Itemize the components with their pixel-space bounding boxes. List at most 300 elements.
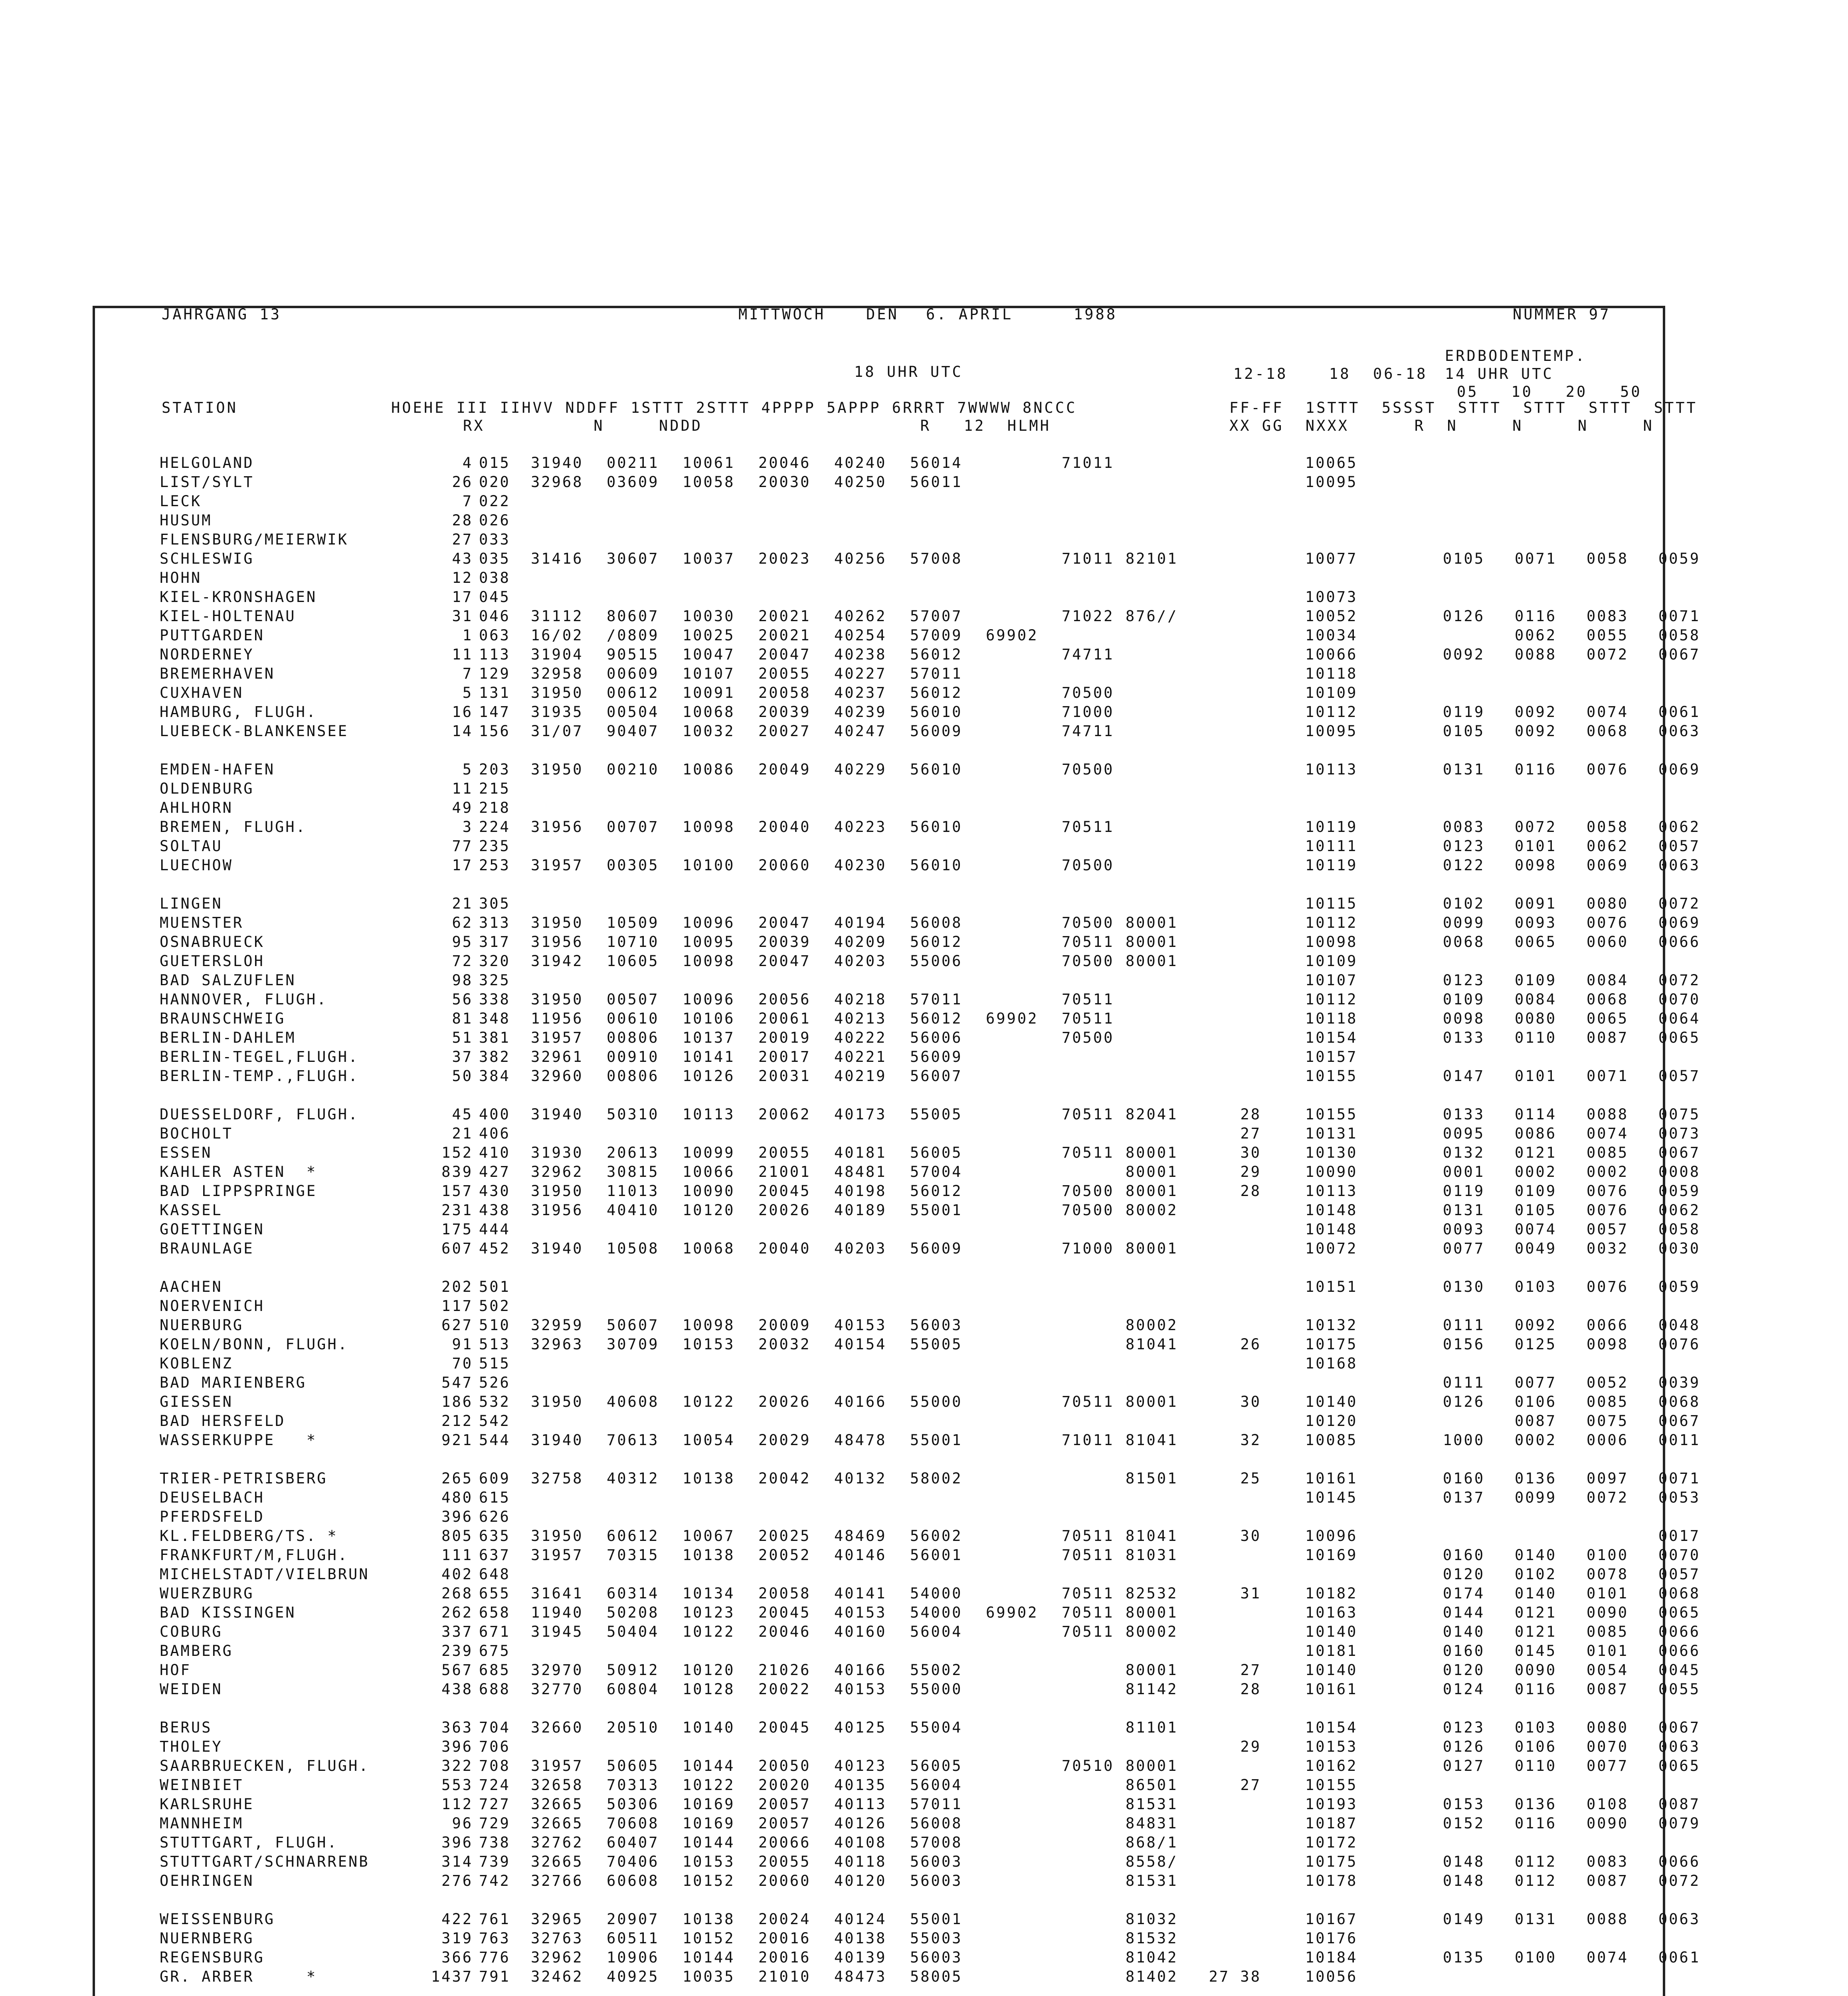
iii: 526 xyxy=(479,1374,510,1391)
station-name: SAARBRUECKEN, FLUGH. xyxy=(160,1757,370,1774)
4pppp: 48478 xyxy=(834,1432,887,1449)
7wwww: 70511 xyxy=(1062,1010,1114,1027)
station-name: KARLSRUHE xyxy=(160,1796,254,1813)
nddff: 60804 xyxy=(607,1681,659,1698)
station-name: BAD LIPPSPRINGE xyxy=(160,1182,317,1200)
hoehe: 262 xyxy=(441,1604,473,1621)
2sttt: 20046 xyxy=(758,1623,811,1640)
iii: 688 xyxy=(479,1681,510,1698)
8nccc: 82101 xyxy=(1126,550,1178,567)
table-row xyxy=(160,723,1701,742)
hoehe: 396 xyxy=(441,1508,473,1525)
station-name: HOF xyxy=(160,1661,191,1679)
table-row xyxy=(160,1489,1701,1508)
7wwww: 70510 xyxy=(1062,1757,1114,1774)
hoehe: 72 xyxy=(452,952,473,970)
soil-05: 0130 xyxy=(1443,1278,1485,1295)
1sttt-18: 10073 xyxy=(1305,588,1358,606)
soil-50: 0067 xyxy=(1658,1719,1701,1736)
soil-20: 0071 xyxy=(1587,1067,1629,1085)
hoehe: 96 xyxy=(452,1815,473,1832)
table-row xyxy=(160,1911,1701,1930)
iihvv: 32961 xyxy=(531,1048,584,1065)
table-row xyxy=(160,1355,1652,1374)
nddff: 30709 xyxy=(607,1336,659,1353)
iii: 637 xyxy=(479,1547,510,1564)
4pppp: 40262 xyxy=(834,608,887,625)
1sttt-18: 10072 xyxy=(1305,1240,1358,1257)
hoehe: 21 xyxy=(452,1125,473,1142)
5appp: 56009 xyxy=(910,1048,963,1065)
soil-50: 0008 xyxy=(1658,1163,1701,1180)
4pppp: 40141 xyxy=(834,1585,887,1602)
soil-20: 0060 xyxy=(1587,933,1629,950)
iii: 022 xyxy=(479,493,510,510)
iihvv: 32758 xyxy=(531,1470,584,1487)
ff-ff: 26 xyxy=(1240,1336,1261,1353)
soil-10: 0112 xyxy=(1515,1853,1557,1870)
station-name: NUERBURG xyxy=(160,1317,244,1334)
1sttt: 10032 xyxy=(683,723,735,740)
soil-10: 0109 xyxy=(1515,1182,1557,1200)
ff-ff: 31 xyxy=(1240,1585,1261,1602)
right-columns-line1: FF-FF 1STTT 5SSST STTT STTT STTT STTT xyxy=(1229,399,1698,416)
station-name: NOERVENICH xyxy=(160,1297,265,1315)
weekday: MITTWOCH xyxy=(738,306,826,323)
station-name: FLENSBURG/MEIERWIK xyxy=(160,531,348,548)
hoehe: 62 xyxy=(452,914,473,931)
table-row xyxy=(160,1853,1701,1872)
iii: 515 xyxy=(479,1355,510,1372)
soil-20: 0076 xyxy=(1587,914,1629,931)
station-name: SCHLESWIG xyxy=(160,550,254,567)
soil-10: 0092 xyxy=(1515,703,1557,721)
table-row xyxy=(160,1144,1701,1163)
1sttt-18: 10162 xyxy=(1305,1757,1358,1774)
1sttt-18: 10113 xyxy=(1305,761,1358,778)
4pppp: 40247 xyxy=(834,723,887,740)
7wwww: 70511 xyxy=(1062,1106,1114,1123)
7wwww: 70500 xyxy=(1062,1202,1114,1219)
4pppp: 40120 xyxy=(834,1872,887,1889)
table-row xyxy=(160,1393,1701,1412)
soil-10: 0121 xyxy=(1515,1604,1557,1621)
table-row xyxy=(160,1451,1652,1470)
hoehe: 12 xyxy=(452,569,473,586)
table-row xyxy=(160,1125,1701,1144)
5appp: 58002 xyxy=(910,1470,963,1487)
soil-10: 0136 xyxy=(1515,1470,1557,1487)
iii: 253 xyxy=(479,857,510,874)
table-row xyxy=(160,608,1701,627)
station-name: BAD HERSFELD xyxy=(160,1412,286,1430)
1sttt-18: 10112 xyxy=(1305,991,1358,1008)
1sttt: 10054 xyxy=(683,1432,735,1449)
ff-ff: 32 xyxy=(1240,1432,1261,1449)
iii: 513 xyxy=(479,1336,510,1353)
soil-05: 0123 xyxy=(1443,972,1485,989)
1sttt: 10058 xyxy=(683,473,735,491)
hoehe: 49 xyxy=(452,799,473,816)
hoehe: 839 xyxy=(441,1163,473,1180)
1sttt: 10122 xyxy=(683,1623,735,1640)
station-name: WASSERKUPPE * xyxy=(160,1432,317,1449)
soil-10: 0065 xyxy=(1515,933,1557,950)
soil-20: 0074 xyxy=(1587,1125,1629,1142)
ff-ff: 28 xyxy=(1240,1106,1261,1123)
soil-05: 0095 xyxy=(1443,1125,1485,1142)
hoehe: 45 xyxy=(452,1106,473,1123)
depths-header: 05 10 20 50 xyxy=(1457,383,1642,400)
1sttt-18: 10118 xyxy=(1305,1010,1358,1027)
soil-20: 0087 xyxy=(1587,1872,1629,1889)
soil-50: 0066 xyxy=(1658,1623,1701,1640)
8nccc: 80001 xyxy=(1126,914,1178,931)
soil-50: 0068 xyxy=(1658,1393,1701,1410)
1sttt: 10152 xyxy=(683,1930,735,1947)
1sttt-18: 10130 xyxy=(1305,1144,1358,1161)
hoehe: 70 xyxy=(452,1355,473,1372)
soil-50: 0063 xyxy=(1658,857,1701,874)
soil-50: 0087 xyxy=(1658,1796,1701,1813)
range-06-18: 06-18 xyxy=(1373,365,1428,382)
soil-50: 0066 xyxy=(1658,1853,1701,1870)
1sttt: 10098 xyxy=(683,1317,735,1334)
1sttt-18: 10155 xyxy=(1305,1776,1358,1794)
5appp: 55000 xyxy=(910,1681,963,1698)
iihvv: 32763 xyxy=(531,1930,584,1947)
iii: 685 xyxy=(479,1661,510,1679)
soil-50: 0059 xyxy=(1658,1278,1701,1295)
1sttt: 10025 xyxy=(683,627,735,644)
iihvv: 32970 xyxy=(531,1661,584,1679)
ff-ff: 29 xyxy=(1240,1738,1261,1755)
2sttt: 20039 xyxy=(758,933,811,950)
station-name: LUECHOW xyxy=(160,857,233,874)
4pppp: 40203 xyxy=(834,952,887,970)
hoehe: 627 xyxy=(441,1317,473,1334)
soil-50: 0066 xyxy=(1658,1642,1701,1659)
soil-20: 0108 xyxy=(1587,1796,1629,1813)
4pppp: 40254 xyxy=(834,627,887,644)
nddff: 40410 xyxy=(607,1202,659,1219)
soil-05: 0137 xyxy=(1443,1489,1485,1506)
soil-20: 0088 xyxy=(1587,1911,1629,1928)
1sttt-18: 10154 xyxy=(1305,1029,1358,1046)
hoehe: 319 xyxy=(441,1930,473,1947)
soil-05: 0152 xyxy=(1443,1815,1485,1832)
station-name: SOLTAU xyxy=(160,838,223,855)
4pppp: 40132 xyxy=(834,1470,887,1487)
2sttt: 20057 xyxy=(758,1796,811,1813)
hoehe: 5 xyxy=(462,684,473,701)
iihvv: 31957 xyxy=(531,1029,584,1046)
1sttt-18: 10148 xyxy=(1305,1221,1358,1238)
iii: 655 xyxy=(479,1585,510,1602)
5appp: 56004 xyxy=(910,1623,963,1640)
5appp: 56008 xyxy=(910,914,963,931)
7wwww: 74711 xyxy=(1062,646,1114,663)
soil-10: 0098 xyxy=(1515,857,1557,874)
nddff: 30815 xyxy=(607,1163,659,1180)
nddff: 00806 xyxy=(607,1029,659,1046)
1sttt-18: 10085 xyxy=(1305,1432,1358,1449)
soil-20: 0101 xyxy=(1587,1642,1629,1659)
1sttt-18: 10175 xyxy=(1305,1336,1358,1353)
8nccc: 876// xyxy=(1126,608,1178,625)
soil-05: 0131 xyxy=(1443,761,1485,778)
1sttt-18: 10140 xyxy=(1305,1661,1358,1679)
table-row xyxy=(160,1412,1701,1432)
station-name: BRAUNSCHWEIG xyxy=(160,1010,286,1027)
station-header: STATION xyxy=(162,399,238,416)
iii: 045 xyxy=(479,588,510,606)
table-row xyxy=(160,895,1701,914)
soil-05: 0099 xyxy=(1443,914,1485,931)
nddff: 50605 xyxy=(607,1757,659,1774)
8nccc: 81531 xyxy=(1126,1796,1178,1813)
iii: 218 xyxy=(479,799,510,816)
hoehe: 1 xyxy=(462,627,473,644)
hoehe: 567 xyxy=(441,1661,473,1679)
iihvv: 31950 xyxy=(531,684,584,701)
table-row xyxy=(160,473,1652,493)
nddff: 10710 xyxy=(607,933,659,950)
station-name: EMDEN-HAFEN xyxy=(160,761,275,778)
soil-50: 0067 xyxy=(1658,646,1701,663)
2sttt: 20025 xyxy=(758,1527,811,1545)
ff-ff: 28 xyxy=(1240,1182,1261,1200)
table-row xyxy=(160,1776,1652,1796)
1sttt: 10144 xyxy=(683,1949,735,1966)
table-row xyxy=(160,1317,1701,1336)
4pppp: 40135 xyxy=(834,1776,887,1794)
iii: 215 xyxy=(479,780,510,797)
1sttt: 10098 xyxy=(683,818,735,836)
jahrgang: JAHRGANG 13 xyxy=(162,306,282,323)
hoehe: 553 xyxy=(441,1776,473,1794)
table-row xyxy=(160,876,1652,895)
iii: 438 xyxy=(479,1202,510,1219)
2sttt: 20032 xyxy=(758,1336,811,1353)
iihvv: 31957 xyxy=(531,1547,584,1564)
soil-05: 0126 xyxy=(1443,1393,1485,1410)
2sttt: 20024 xyxy=(758,1911,811,1928)
iii: 325 xyxy=(479,972,510,989)
soil-50: 0063 xyxy=(1658,723,1701,740)
soil-50: 0072 xyxy=(1658,972,1701,989)
soil-05: 0148 xyxy=(1443,1853,1485,1870)
soil-20: 0085 xyxy=(1587,1623,1629,1640)
1sttt: 10098 xyxy=(683,952,735,970)
4pppp: 40153 xyxy=(834,1317,887,1334)
soil-10: 0101 xyxy=(1515,838,1557,855)
5appp: 56012 xyxy=(910,933,963,950)
nddff: 40925 xyxy=(607,1968,659,1985)
soil-05: 0119 xyxy=(1443,1182,1485,1200)
8nccc: 81531 xyxy=(1126,1872,1178,1889)
4pppp: 40126 xyxy=(834,1815,887,1832)
soil-50: 0066 xyxy=(1658,933,1701,950)
table-row xyxy=(160,780,1652,799)
utc14-header: 14 UHR UTC xyxy=(1445,365,1554,382)
table-row xyxy=(160,1968,1652,1987)
iihvv: 31112 xyxy=(531,608,584,625)
soil-05: 0105 xyxy=(1443,723,1485,740)
table-row xyxy=(160,1048,1652,1067)
1sttt: 10123 xyxy=(683,1604,735,1621)
soil-50: 0070 xyxy=(1658,1547,1701,1564)
hoehe: 43 xyxy=(452,550,473,567)
5appp: 56003 xyxy=(910,1853,963,1870)
soil-05: 0126 xyxy=(1443,608,1485,625)
1sttt: 10128 xyxy=(683,1681,735,1698)
nddff: 50607 xyxy=(607,1317,659,1334)
soil-50: 0071 xyxy=(1658,608,1701,625)
hoehe: 98 xyxy=(452,972,473,989)
1sttt: 10091 xyxy=(683,684,735,701)
soil-10: 0102 xyxy=(1515,1566,1557,1583)
soil-20: 0075 xyxy=(1587,1412,1629,1430)
nddff: 03609 xyxy=(607,473,659,491)
1sttt-18: 10107 xyxy=(1305,972,1358,989)
soil-05: 0132 xyxy=(1443,1144,1485,1161)
5appp: 56005 xyxy=(910,1144,963,1161)
station-name: COBURG xyxy=(160,1623,223,1640)
nddff: 00612 xyxy=(607,684,659,701)
hoehe: 1437 xyxy=(431,1968,473,1985)
1sttt: 10095 xyxy=(683,933,735,950)
soil-10: 0106 xyxy=(1515,1738,1557,1755)
8nccc: 80001 xyxy=(1126,952,1178,970)
soil-05: 0133 xyxy=(1443,1106,1485,1123)
5appp: 55001 xyxy=(910,1911,963,1928)
5appp: 57011 xyxy=(910,991,963,1008)
iii: 129 xyxy=(479,665,510,682)
4pppp: 40209 xyxy=(834,933,887,950)
station-name: REGENSBURG xyxy=(160,1949,265,1966)
nddff: 20510 xyxy=(607,1719,659,1736)
iii: 706 xyxy=(479,1738,510,1755)
1sttt-18: 10172 xyxy=(1305,1834,1358,1851)
2sttt: 20066 xyxy=(758,1834,811,1851)
soil-50: 0030 xyxy=(1658,1240,1701,1257)
iii: 382 xyxy=(479,1048,510,1065)
soil-20: 0085 xyxy=(1587,1144,1629,1161)
iii: 427 xyxy=(479,1163,510,1180)
2sttt: 20050 xyxy=(758,1757,811,1774)
nddff: 20907 xyxy=(607,1911,659,1928)
5appp: 56010 xyxy=(910,761,963,778)
1sttt: 10037 xyxy=(683,550,735,567)
hoehe: 11 xyxy=(452,780,473,797)
station-name: KIEL-HOLTENAU xyxy=(160,608,296,625)
2sttt: 20040 xyxy=(758,818,811,836)
2sttt: 20045 xyxy=(758,1604,811,1621)
soil-05: 0109 xyxy=(1443,991,1485,1008)
table-row xyxy=(160,952,1652,972)
iii: 791 xyxy=(479,1968,510,1985)
iii: 381 xyxy=(479,1029,510,1046)
8nccc: 80001 xyxy=(1126,1393,1178,1410)
hoehe: 276 xyxy=(441,1872,473,1889)
4pppp: 40194 xyxy=(834,914,887,931)
station-name: KL.FELDBERG/TS. * xyxy=(160,1527,338,1545)
table-row xyxy=(160,1278,1701,1297)
1sttt-18: 10111 xyxy=(1305,838,1358,855)
table-row xyxy=(160,1547,1701,1566)
8nccc: 80001 xyxy=(1126,1661,1178,1679)
table-row xyxy=(160,550,1701,569)
utc18-header: 18 UHR UTC xyxy=(854,363,963,380)
soil-50: 0072 xyxy=(1658,1872,1701,1889)
8nccc: 80001 xyxy=(1126,1182,1178,1200)
5appp: 56010 xyxy=(910,857,963,874)
7wwww: 71000 xyxy=(1062,703,1114,721)
nddff: 60612 xyxy=(607,1527,659,1545)
nddff: 70613 xyxy=(607,1432,659,1449)
iihvv: 31945 xyxy=(531,1623,584,1640)
soil-05: 0160 xyxy=(1443,1470,1485,1487)
soil-05: 0148 xyxy=(1443,1872,1485,1889)
station-name: CUXHAVEN xyxy=(160,684,244,701)
5appp: 56010 xyxy=(910,818,963,836)
iii: 406 xyxy=(479,1125,510,1142)
soil-05: 0102 xyxy=(1443,895,1485,912)
table-row xyxy=(160,627,1701,646)
1sttt: 10138 xyxy=(683,1470,735,1487)
2sttt: 20058 xyxy=(758,1585,811,1602)
table-row xyxy=(160,1623,1701,1642)
soil-10: 0091 xyxy=(1515,895,1557,912)
soil-10: 0131 xyxy=(1515,1911,1557,1928)
soil-50: 0076 xyxy=(1658,1336,1701,1353)
1sttt: 10122 xyxy=(683,1393,735,1410)
iii: 430 xyxy=(479,1182,510,1200)
iii: 410 xyxy=(479,1144,510,1161)
soil-50: 0058 xyxy=(1658,1221,1701,1238)
soil-05: 0133 xyxy=(1443,1029,1485,1046)
soil-20: 0032 xyxy=(1587,1240,1629,1257)
7wwww: 70511 xyxy=(1062,1527,1114,1545)
table-row xyxy=(160,1029,1701,1048)
station-name: MICHELSTADT/VIELBRUN xyxy=(160,1566,370,1583)
iii: 384 xyxy=(479,1067,510,1085)
iihvv: 31/07 xyxy=(531,723,584,740)
soil-20: 0077 xyxy=(1587,1757,1629,1774)
4pppp: 40146 xyxy=(834,1547,887,1564)
table-row xyxy=(160,1757,1701,1776)
nddff: 70313 xyxy=(607,1776,659,1794)
station-name: HAMBURG, FLUGH. xyxy=(160,703,317,721)
soil-10: 0116 xyxy=(1515,608,1557,625)
soil-20: 0098 xyxy=(1587,1336,1629,1353)
iihvv: 32665 xyxy=(531,1853,584,1870)
hoehe: 7 xyxy=(462,665,473,682)
soil-05: 0119 xyxy=(1443,703,1485,721)
nddff: 00211 xyxy=(607,454,659,471)
soil-05: 0105 xyxy=(1443,550,1485,567)
nddff: 20613 xyxy=(607,1144,659,1161)
soil-20: 0097 xyxy=(1587,1470,1629,1487)
station-name: KASSEL xyxy=(160,1202,223,1219)
date: 6. APRIL xyxy=(926,306,1013,323)
table-row xyxy=(160,1374,1701,1393)
1sttt-18: 10167 xyxy=(1305,1911,1358,1928)
den-label: DEN xyxy=(866,306,899,323)
5appp: 57008 xyxy=(910,1834,963,1851)
soil-10: 0002 xyxy=(1515,1432,1557,1449)
